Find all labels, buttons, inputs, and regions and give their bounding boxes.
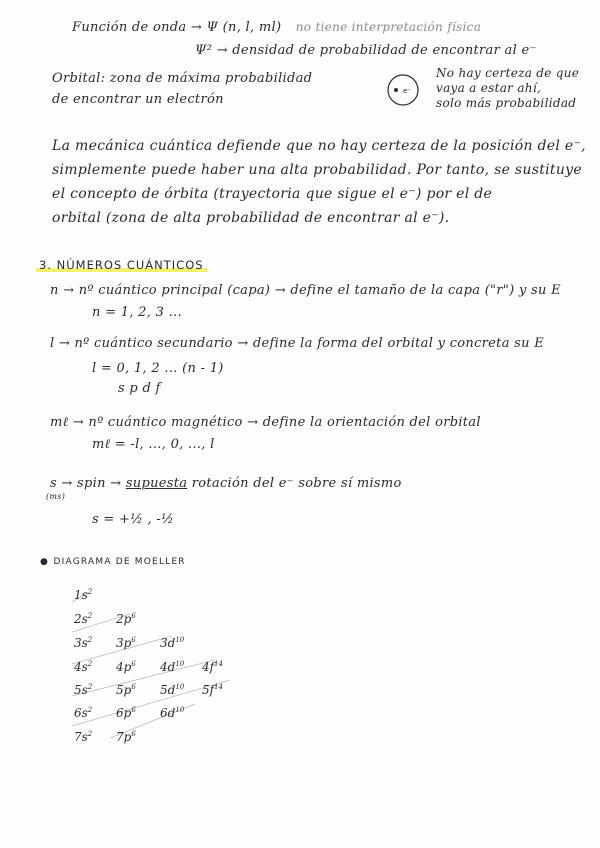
wave-function-note: no tiene interpretación física <box>295 20 482 34</box>
principal-values: n = 1, 2, 3 ... <box>92 305 182 320</box>
orbital-cell: $3d^{10}$ <box>160 636 185 650</box>
orbital-cell: $5p^6$ <box>116 683 136 697</box>
paragraph-line1: La mecánica cuántica defiende que no hay certeza de la posición del e⁻, <box>52 138 586 154</box>
diagram-title: ● DIAGRAMA DE MOELLER <box>40 557 186 567</box>
orbital-cell: $6d^{10}$ <box>160 706 185 720</box>
magnetic-values: mℓ = -l, ..., 0, ..., l <box>92 437 215 452</box>
orbital-cell: $5d^{10}$ <box>160 683 185 697</box>
wave-function-line: Función de onda → Ψ (n, l, ml) no tiene interpretación física <box>72 20 482 35</box>
paragraph-line3: el concepto de órbita (trayectoria que sigue el e⁻) por el de <box>52 186 493 202</box>
principal-quantum-line: n → nº cuántico principal (capa) → define el tamaño de la capa ("r") y su E <box>50 283 561 298</box>
orbital-definition-line1: Orbital: zona de máxima probabilidad <box>52 71 313 86</box>
orbital-cell: $4p^6$ <box>116 660 136 674</box>
moeller-diagram <box>60 580 290 750</box>
orbital-definition-line2: de encontrar un electrón <box>52 92 224 107</box>
secondary-values: l = 0, 1, 2 ... (n - 1) <box>92 361 224 376</box>
orbital-cell: $6p^6$ <box>116 706 136 720</box>
spin-values: s = +½ , -½ <box>92 512 175 527</box>
paragraph-line2: simplemente puede haber una alta probabilidad. Por tanto, se sustituye <box>52 162 582 178</box>
orbital-cell: $4d^{10}$ <box>160 660 185 674</box>
orbital-cell: $4f^{14}$ <box>202 660 223 674</box>
spin-quantum-line: s → spin → supuesta rotación del e⁻ sobre sí mismo <box>50 476 402 491</box>
orbital-cell: $7p^6$ <box>116 730 136 744</box>
orbital-cell: $3s^2$ <box>74 636 93 650</box>
orbital-cell: $4s^2$ <box>74 660 93 674</box>
orbital-cell: $6s^2$ <box>74 706 93 720</box>
orbital-cell: $5f^{14}$ <box>202 683 223 697</box>
orbital-cell: $5s^2$ <box>74 683 93 697</box>
orbital-cell: $1s^2$ <box>74 588 93 602</box>
orbital-cell: $7s^2$ <box>74 730 93 744</box>
orbital-cell: $3p^6$ <box>116 636 136 650</box>
atom-electron-label: e⁻ <box>403 87 412 95</box>
spin-underlined-word: supuesta <box>125 476 188 491</box>
spin-subscript: (ms) <box>46 492 66 501</box>
paragraph-line4: orbital (zona de alta probabilidad de encontrar al e⁻). <box>52 210 450 226</box>
secondary-letters: s p d f <box>118 381 161 396</box>
orbital-cell: $2p^6$ <box>116 612 136 626</box>
section-heading: 3. NÚMEROS CUÁNTICOS <box>36 254 207 273</box>
magnetic-quantum-line: mℓ → nº cuántico magnético → define la orientación del orbital <box>50 415 481 430</box>
atom-note-line1: No hay certeza de que <box>436 66 580 80</box>
orbital-cell: $2s^2$ <box>74 612 93 626</box>
probability-density-line: Ψ² → densidad de probabilidad de encontrar al e⁻ <box>195 43 537 58</box>
atom-note-line2: vaya a estar ahí, <box>436 81 542 95</box>
secondary-quantum-line: l → nº cuántico secundario → define la forma del orbital y concreta su E <box>50 336 545 351</box>
atom-sketch-icon <box>385 72 421 108</box>
atom-note-line3: solo más probabilidad <box>436 96 577 110</box>
